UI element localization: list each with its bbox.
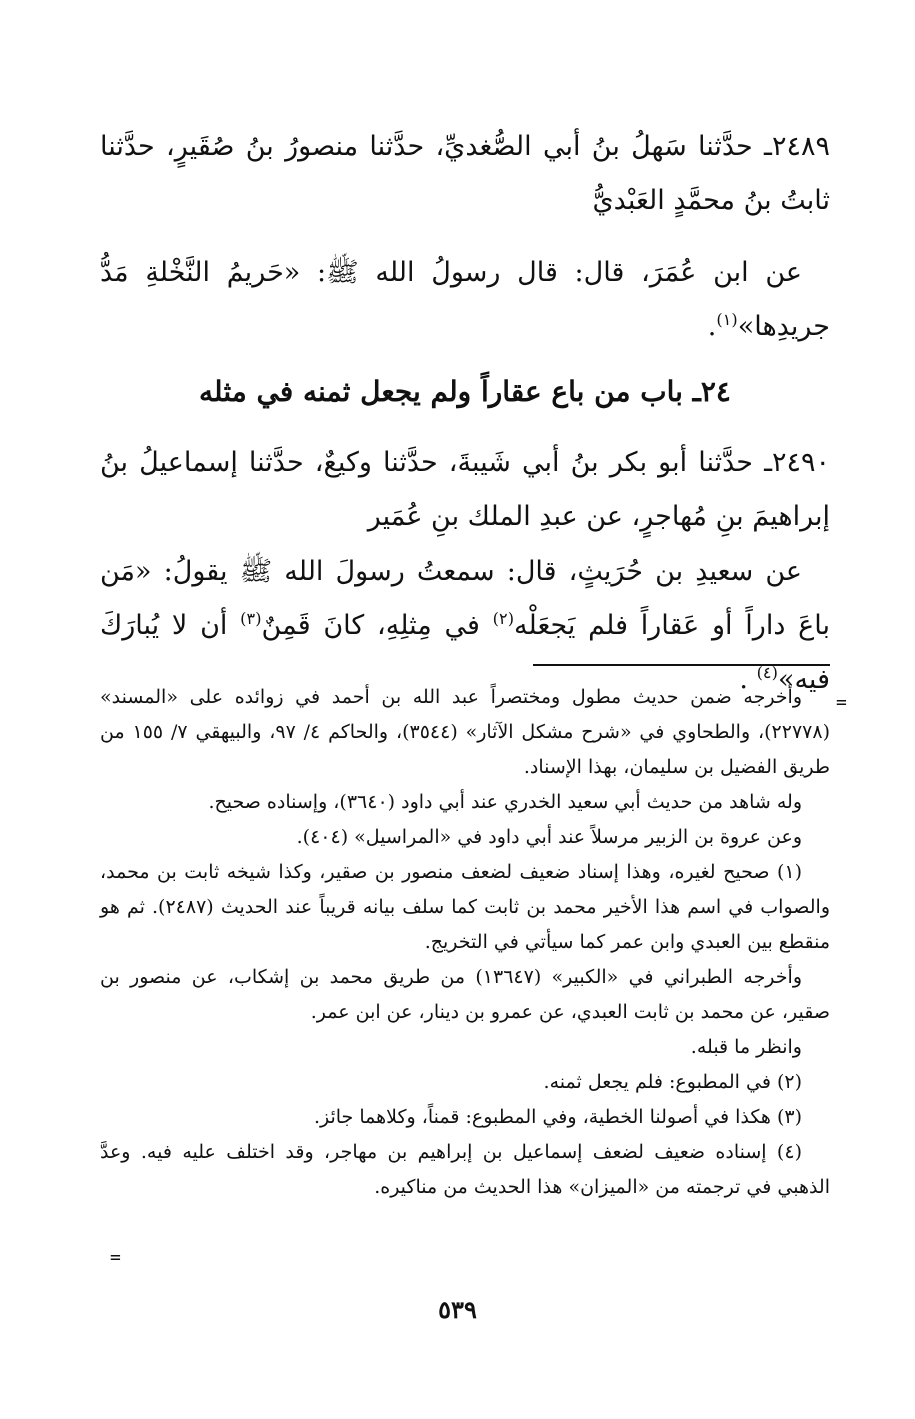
chapter-heading: ٢٤ـ باب من باع عقاراً ولم يجعل ثمنه في مثله (199, 375, 731, 408)
footnote-2: (٢) في المطبوع: فلم يجعل ثمنه. (543, 1071, 802, 1093)
hadith-2489-chain (100, 120, 830, 228)
hadith-2490-chain (100, 436, 830, 544)
footnote-ref-4[interactable]: (٤) (756, 663, 778, 682)
hadith-2490-matn-2: في مِثلِهِ، كانَ قَمِنٌ (261, 610, 493, 641)
hadith-2489-matn: عن ابن عُمَرَ، قال: قال رسولُ الله ﷺ: «حَريمُ النَّخْلةِ مَدُّ جريدِها» (100, 257, 830, 342)
footnote-continuation-para-2: وله شاهد من حديث أبي سعيد الخدري عند أبي داود (٣٦٤٠)، وإسناده صحيح. (208, 791, 802, 813)
footnote-3: (٣) هكذا في أصولنا الخطية، وفي المطبوع: قمناً، وكلاهما جائز. (313, 1106, 802, 1128)
hadith-2489-chain-text: ٢٤٨٩ـ حدَّثنا سَهلُ بنُ أبي الصُّغديِّ، حدَّثنا منصورُ بنُ صُقَيرٍ، حدَّثنا ثابتُ بنُ محمَّدٍ العَبْديُّ (100, 131, 830, 216)
footnote-ref-1[interactable]: (١) (716, 310, 738, 329)
footnotes-section (100, 680, 830, 1205)
footnote-1-para-2: وأخرجه الطبراني في «الكبير» (١٣٦٤٧) من طريق محمد بن إشكاب، عن منصور بن صقير، عن محمد بن ثابت العبدي، عن عمرو بن دينار، عن ابن عمر. (100, 966, 830, 1023)
footnote-separator (533, 664, 830, 666)
hadith-2490-end: . (739, 664, 757, 695)
hadith-2490-matn-1: عن سعيدِ بن حُرَيثٍ، قال: سمعتُ رسولَ الله ﷺ يقولُ: «مَن باعَ داراً أو عَقاراً فلم يَجعَلْه (100, 556, 830, 641)
footnote-continuation-para-1: وأخرجه ضمن حديث مطول ومختصراً عبد الله بن أحمد في زوائده على «المسند» (٢٢٧٧٨)، والطحاوي في «شرح مشكل الآثار» (٣٥٤٤)، والحاكم ٤/ ٩٧، والبيهقي ٧/ ١٥٥ من طريق الفضيل بن سليمان، بهذا الإسناد. (100, 686, 830, 778)
footnote-ref-3[interactable]: (٣) (240, 609, 262, 628)
continuation-marker-bottom: = (110, 1247, 121, 1268)
hadith-2490-chain-text: ٢٤٩٠ـ حدَّثنا أبو بكر بنُ أبي شَيبةَ، حدَّثنا وكيعٌ، حدَّثنا إسماعيلُ بنُ إبراهيمَ بنِ مُهاجرٍ، عن عبدِ الملك بنِ عُمَير (100, 447, 830, 532)
hadith-2489-text (100, 246, 830, 354)
page-number: ٥٣٩ (438, 1295, 477, 1324)
footnote-4: (٤) إسناده ضعيف لضعف إسماعيل بن إبراهيم بن مهاجر، وقد اختلف عليه فيه. وعدَّ الذهبي في ترجمته من «الميزان» هذا الحديث من مناكيره. (100, 1141, 830, 1198)
hadith-2490-matn-3: أن لا يُبارَكَ فيه» (100, 610, 830, 695)
footnote-ref-2[interactable]: (٢) (492, 609, 515, 628)
hadith-2489-end: . (707, 311, 717, 342)
footnote-1-para-1: (١) صحيح لغيره، وهذا إسناد ضعيف لضعف منصور بن صقير، وكذا شيخه ثابت بن محمد، والصواب في اسم هذا الأخير محمد بن ثابت كما سلف بيانه قريباً عند الحديث (٢٤٨٧). ثم هو منقطع بين العبدي وابن عمر كما سيأتي في التخريج. (100, 861, 830, 953)
footnote-1-para-3: وانظر ما قبله. (690, 1036, 802, 1058)
continuation-marker-top: = (836, 692, 847, 713)
footnote-continuation-para-3: وعن عروة بن الزبير مرسلاً عند أبي داود في «المراسيل» (٤٠٤). (296, 826, 802, 848)
